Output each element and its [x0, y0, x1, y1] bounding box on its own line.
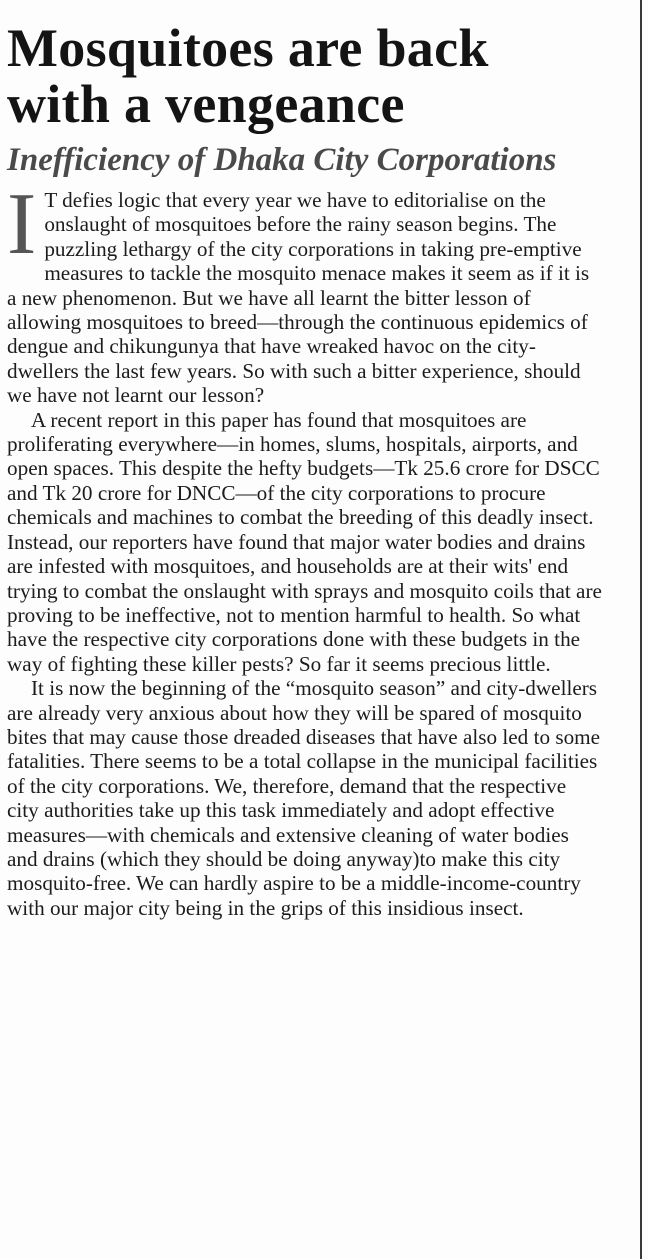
subheadline: Inefficiency of Dhaka City Corporations [7, 142, 557, 178]
paragraph-1 [7, 176, 602, 408]
paragraph-2: A recent report in this paper has found that mosquitoes are proliferating everywhere—in homes, slums, hospitals, airports, and open spaces. This despite the hefty budgets—Tk 25.6 crore for DSCC and Tk 20 crore for DNCC—of the city corporations to procure chemicals and machines to combat the breeding of this deadly insect. Instead, our reporters have found that major water bodies and drains are infested with mosquitoes, and households are at their wits' end trying to combat the onslaught with sprays and mosquito coils that are proving to be ineffective, not to mention harmful to health. So what have the respective city corporations done with these budgets in the way of fighting these killer pests? So far it seems precious little. [7, 407, 602, 676]
editorial-article [7, 20, 602, 920]
headline: Mosquitoes are back with a vengeance [7, 18, 489, 134]
article-body [7, 176, 602, 920]
paragraph-1-text: T defies logic that every year we have to editorialise on the onslaught of mosquitoes before the rainy season begins. The puzzling lethargy of the city corporations in taking pre-emptive measures to tackle the mosquito menace makes it seem as if it is a new phenomenon. But we have all learnt the bitter lesson of allowing mosquitoes to breed—through the continuous epidemics of dengue and chikungunya that have wreaked havoc on the city-dwellers the last few years. So with such a bitter experience, should we have not learnt our lesson? [7, 188, 590, 408]
paragraph-3: It is now the beginning of the “mosquito season” and city-dwellers are already very anxious about how they will be spared of mosquito bites that may cause those dreaded diseases that have also led to some fatalities. There seems to be a total collapse in the municipal facilities of the city corporations. We, therefore, demand that the respective city authorities take up this task immediately and adopt effective measures—with chemicals and extensive cleaning of water bodies and drains (which they should be doing anyway)to make this city mosquito-free. We can hardly aspire to be a middle-income-country with our major city being in the grips of this insidious insect. [7, 676, 601, 920]
drop-cap: I [7, 176, 37, 273]
column-rule [640, 0, 642, 1259]
